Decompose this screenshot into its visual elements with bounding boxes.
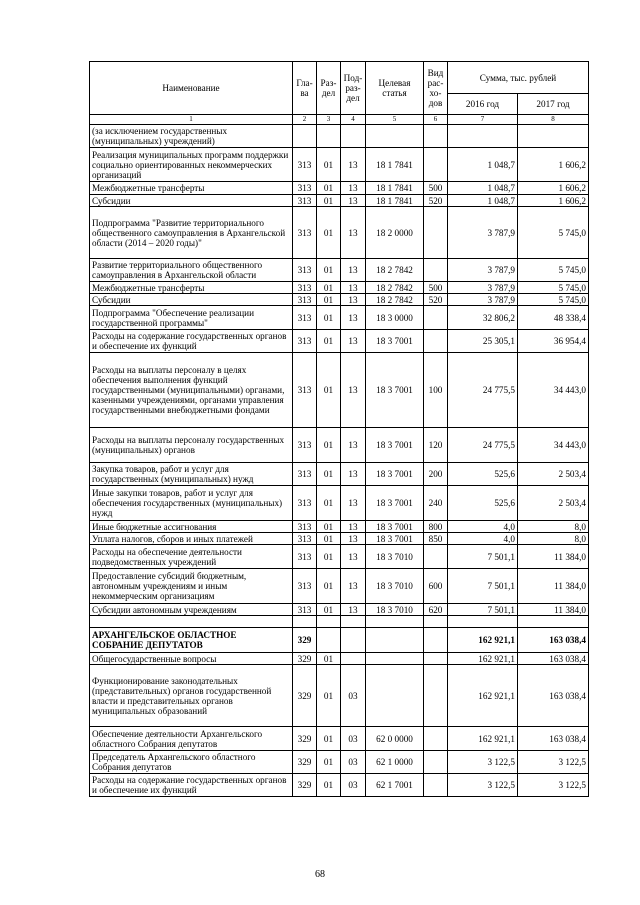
cell-podrazdel: 13 <box>341 428 366 463</box>
cell-podrazdel: 13 <box>341 463 366 486</box>
cell-statya: 18 1 7841 <box>366 182 424 195</box>
table-row <box>90 195 589 207</box>
cell-razdel: 01 <box>317 195 341 207</box>
cell-vid: 520 <box>424 195 448 207</box>
column-number: 7 <box>448 115 518 125</box>
cell-razdel: 01 <box>317 294 341 306</box>
cell-podrazdel: 13 <box>341 486 366 521</box>
cell-name: Межбюджетные трансферты <box>90 282 293 294</box>
table-row <box>90 533 589 545</box>
cell-sum-2016: 25 305,1 <box>448 330 518 353</box>
cell-vid <box>424 207 448 259</box>
cell-statya: 18 3 7010 <box>366 545 424 569</box>
cell-sum-2017 <box>518 616 589 628</box>
cell-sum-2017: 1 606,2 <box>518 182 589 195</box>
cell-vid <box>424 774 448 797</box>
cell-name: Обеспечение деятельности Архангельского областного Собрания депутатов <box>90 727 293 751</box>
cell-vid <box>424 616 448 628</box>
cell-name: Межбюджетные трансферты <box>90 182 293 195</box>
cell-sum-2017: 8,0 <box>518 521 589 533</box>
column-number: 5 <box>366 115 424 125</box>
cell-vid: 500 <box>424 282 448 294</box>
cell-sum-2016: 3 787,9 <box>448 259 518 282</box>
cell-vid: 800 <box>424 521 448 533</box>
cell-sum-2017: 3 122,5 <box>518 774 589 797</box>
cell-razdel: 01 <box>317 428 341 463</box>
table-row <box>90 665 589 727</box>
cell-vid <box>424 751 448 774</box>
cell-name: Председатель Архангельского областного Собрания депутатов <box>90 751 293 774</box>
cell-razdel: 01 <box>317 665 341 727</box>
cell-vid: 520 <box>424 294 448 306</box>
cell-glava: 313 <box>293 207 317 259</box>
cell-glava: 313 <box>293 182 317 195</box>
table-row <box>90 148 589 182</box>
cell-razdel <box>317 628 341 653</box>
cell-razdel: 01 <box>317 353 341 428</box>
cell-vid: 620 <box>424 604 448 616</box>
cell-glava: 313 <box>293 545 317 569</box>
cell-sum-2016: 162 921,1 <box>448 653 518 665</box>
cell-glava: 313 <box>293 282 317 294</box>
cell-razdel: 01 <box>317 330 341 353</box>
cell-glava: 313 <box>293 306 317 330</box>
cell-glava: 313 <box>293 463 317 486</box>
cell-glava: 313 <box>293 428 317 463</box>
table-row <box>90 182 589 195</box>
cell-name: Предоставление субсидий бюджетным, автономным учреждениям и иным некоммерческим организациям <box>90 569 293 604</box>
cell-sum-2017: 1 606,2 <box>518 148 589 182</box>
cell-vid <box>424 727 448 751</box>
table-row <box>90 774 589 797</box>
cell-razdel: 01 <box>317 182 341 195</box>
column-number: 6 <box>424 115 448 125</box>
cell-name: Иные закупки товаров, работ и услуг для обеспечения государственных (муниципальных) нужд <box>90 486 293 521</box>
cell-glava: 313 <box>293 294 317 306</box>
table-row <box>90 353 589 428</box>
cell-razdel: 01 <box>317 545 341 569</box>
table-row <box>90 125 589 148</box>
cell-podrazdel: 13 <box>341 569 366 604</box>
table-row <box>90 653 589 665</box>
cell-sum-2016: 1 048,7 <box>448 182 518 195</box>
cell-razdel: 01 <box>317 207 341 259</box>
cell-vid: 500 <box>424 182 448 195</box>
cell-sum-2016: 24 775,5 <box>448 353 518 428</box>
column-number: 4 <box>341 115 366 125</box>
cell-statya: 18 1 7841 <box>366 148 424 182</box>
cell-name: Функционирование законодательных (представительных) органов государственной власти и представительных органов муниципальных образований <box>90 665 293 727</box>
cell-glava: 329 <box>293 628 317 653</box>
cell-razdel: 01 <box>317 282 341 294</box>
cell-statya: 18 3 7010 <box>366 604 424 616</box>
cell-podrazdel: 13 <box>341 195 366 207</box>
cell-podrazdel: 13 <box>341 545 366 569</box>
cell-sum-2017: 163 038,4 <box>518 628 589 653</box>
cell-sum-2017: 36 954,4 <box>518 330 589 353</box>
header-razdel: Раз-дел <box>317 62 341 115</box>
cell-glava: 329 <box>293 774 317 797</box>
cell-sum-2017: 5 745,0 <box>518 294 589 306</box>
header-2016: 2016 год <box>448 94 518 115</box>
cell-statya: 62 1 0000 <box>366 751 424 774</box>
table-row <box>90 207 589 259</box>
cell-podrazdel: 13 <box>341 259 366 282</box>
table-row <box>90 569 589 604</box>
cell-sum-2016: 7 501,1 <box>448 569 518 604</box>
cell-vid: 240 <box>424 486 448 521</box>
header-vid: Вид рас-хо-дов <box>424 62 448 115</box>
cell-statya: 18 3 7010 <box>366 569 424 604</box>
cell-glava: 313 <box>293 604 317 616</box>
cell-vid: 600 <box>424 569 448 604</box>
cell-razdel: 01 <box>317 486 341 521</box>
cell-vid <box>424 125 448 148</box>
cell-statya: 18 3 7001 <box>366 353 424 428</box>
cell-razdel <box>317 125 341 148</box>
header-2017: 2017 год <box>518 94 589 115</box>
cell-name: Иные бюджетные ассигнования <box>90 521 293 533</box>
cell-glava <box>293 616 317 628</box>
cell-podrazdel: 13 <box>341 294 366 306</box>
cell-sum-2016 <box>448 125 518 148</box>
cell-name: (за исключением государственных (муниципальных) учреждений) <box>90 125 293 148</box>
cell-statya: 18 3 7001 <box>366 521 424 533</box>
cell-sum-2016: 1 048,7 <box>448 148 518 182</box>
header-glava: Гла-ва <box>293 62 317 115</box>
spacer-row <box>90 616 589 628</box>
cell-glava: 313 <box>293 330 317 353</box>
cell-sum-2017: 3 122,5 <box>518 751 589 774</box>
column-number: 2 <box>293 115 317 125</box>
cell-statya <box>366 665 424 727</box>
cell-podrazdel <box>341 125 366 148</box>
cell-sum-2017: 2 503,4 <box>518 463 589 486</box>
cell-vid <box>424 259 448 282</box>
cell-podrazdel <box>341 616 366 628</box>
cell-statya <box>366 125 424 148</box>
cell-razdel: 01 <box>317 306 341 330</box>
cell-sum-2016: 24 775,5 <box>448 428 518 463</box>
cell-sum-2016: 7 501,1 <box>448 545 518 569</box>
cell-sum-2017: 2 503,4 <box>518 486 589 521</box>
cell-glava: 329 <box>293 727 317 751</box>
header-name: Наименование <box>90 62 293 115</box>
cell-sum-2017: 5 745,0 <box>518 207 589 259</box>
budget-table <box>89 61 589 797</box>
cell-name: Общегосударственные вопросы <box>90 653 293 665</box>
table-row <box>90 751 589 774</box>
cell-statya: 62 1 7001 <box>366 774 424 797</box>
page-number: 68 <box>315 869 325 880</box>
cell-sum-2016: 3 122,5 <box>448 751 518 774</box>
cell-name: Расходы на содержание государственных органов и обеспечение их функций <box>90 330 293 353</box>
cell-razdel: 01 <box>317 533 341 545</box>
cell-podrazdel: 03 <box>341 727 366 751</box>
table-row <box>90 306 589 330</box>
cell-razdel: 01 <box>317 148 341 182</box>
cell-sum-2017: 34 443,0 <box>518 428 589 463</box>
column-number: 3 <box>317 115 341 125</box>
cell-razdel: 01 <box>317 463 341 486</box>
cell-name: Подпрограмма "Обеспечение реализации государственной программы" <box>90 306 293 330</box>
cell-razdel <box>317 616 341 628</box>
cell-name: Субсидии автономным учреждениям <box>90 604 293 616</box>
cell-name: Субсидии <box>90 195 293 207</box>
cell-vid: 100 <box>424 353 448 428</box>
cell-name: Расходы на обеспечение деятельности подведомственных учреждений <box>90 545 293 569</box>
cell-razdel: 01 <box>317 727 341 751</box>
column-number: 1 <box>90 115 293 125</box>
cell-statya <box>366 653 424 665</box>
cell-vid: 120 <box>424 428 448 463</box>
cell-podrazdel: 03 <box>341 774 366 797</box>
cell-sum-2016: 525,6 <box>448 463 518 486</box>
cell-sum-2016: 4,0 <box>448 521 518 533</box>
cell-podrazdel: 13 <box>341 353 366 428</box>
cell-sum-2017: 11 384,0 <box>518 569 589 604</box>
cell-sum-2017: 34 443,0 <box>518 353 589 428</box>
cell-statya: 18 1 7841 <box>366 195 424 207</box>
cell-name: Развитие территориального общественного самоуправления в Архангельской области <box>90 259 293 282</box>
cell-vid <box>424 628 448 653</box>
cell-sum-2017: 11 384,0 <box>518 604 589 616</box>
cell-sum-2016: 3 787,9 <box>448 282 518 294</box>
table-row <box>90 259 589 282</box>
cell-sum-2016: 162 921,1 <box>448 665 518 727</box>
cell-name: Субсидии <box>90 294 293 306</box>
cell-glava: 313 <box>293 195 317 207</box>
cell-vid: 200 <box>424 463 448 486</box>
cell-vid <box>424 545 448 569</box>
cell-statya: 18 3 0000 <box>366 306 424 330</box>
table-row <box>90 428 589 463</box>
cell-sum-2017: 48 338,4 <box>518 306 589 330</box>
cell-sum-2017: 5 745,0 <box>518 259 589 282</box>
cell-sum-2016: 3 787,9 <box>448 294 518 306</box>
cell-podrazdel <box>341 653 366 665</box>
cell-sum-2016: 32 806,2 <box>448 306 518 330</box>
cell-sum-2016: 7 501,1 <box>448 604 518 616</box>
cell-name: Подпрограмма "Развитие территориального общественного самоуправления в Архангельской области (2014 – 2020 годы)" <box>90 207 293 259</box>
column-number-row <box>90 115 589 125</box>
cell-podrazdel: 03 <box>341 751 366 774</box>
cell-glava: 313 <box>293 259 317 282</box>
cell-statya: 18 2 0000 <box>366 207 424 259</box>
cell-glava: 313 <box>293 148 317 182</box>
table-row <box>90 628 589 653</box>
cell-statya: 18 3 7001 <box>366 486 424 521</box>
cell-podrazdel: 13 <box>341 604 366 616</box>
cell-glava: 313 <box>293 533 317 545</box>
cell-statya: 18 2 7842 <box>366 282 424 294</box>
cell-sum-2017: 5 745,0 <box>518 282 589 294</box>
cell-name: Расходы на выплаты персоналу в целях обеспечения выполнения функций государственными (муниципальными) органами, казенными учреждениями, органами управления государственными внебюджетными фондами <box>90 353 293 428</box>
cell-sum-2016: 525,6 <box>448 486 518 521</box>
cell-sum-2017: 163 038,4 <box>518 727 589 751</box>
cell-statya: 62 0 0000 <box>366 727 424 751</box>
column-number: 8 <box>518 115 589 125</box>
cell-podrazdel: 13 <box>341 521 366 533</box>
cell-glava <box>293 125 317 148</box>
table-row <box>90 330 589 353</box>
table-row <box>90 294 589 306</box>
cell-razdel: 01 <box>317 653 341 665</box>
cell-sum-2017: 163 038,4 <box>518 665 589 727</box>
cell-name <box>90 616 293 628</box>
cell-sum-2016: 3 122,5 <box>448 774 518 797</box>
cell-statya: 18 2 7842 <box>366 259 424 282</box>
cell-name: Закупка товаров, работ и услуг для государственных (муниципальных) нужд <box>90 463 293 486</box>
cell-podrazdel: 13 <box>341 306 366 330</box>
cell-name: АРХАНГЕЛЬСКОЕ ОБЛАСТНОЕ СОБРАНИЕ ДЕПУТАТОВ <box>90 628 293 653</box>
cell-statya: 18 2 7842 <box>366 294 424 306</box>
cell-glava: 313 <box>293 486 317 521</box>
cell-sum-2016: 1 048,7 <box>448 195 518 207</box>
header-summa: Сумма, тыс. рублей <box>448 62 589 94</box>
table-row <box>90 727 589 751</box>
cell-glava: 313 <box>293 569 317 604</box>
cell-sum-2017 <box>518 125 589 148</box>
cell-statya: 18 3 7001 <box>366 428 424 463</box>
cell-razdel: 01 <box>317 751 341 774</box>
cell-sum-2016: 3 787,9 <box>448 207 518 259</box>
cell-sum-2016: 4,0 <box>448 533 518 545</box>
cell-vid <box>424 148 448 182</box>
cell-name: Уплата налогов, сборов и иных платежей <box>90 533 293 545</box>
cell-podrazdel: 13 <box>341 148 366 182</box>
cell-sum-2017: 11 384,0 <box>518 545 589 569</box>
cell-sum-2017: 163 038,4 <box>518 653 589 665</box>
table-row <box>90 521 589 533</box>
cell-podrazdel: 13 <box>341 282 366 294</box>
cell-sum-2017: 8,0 <box>518 533 589 545</box>
header-podrazdel: Под-раз-дел <box>341 62 366 115</box>
cell-statya: 18 3 7001 <box>366 533 424 545</box>
cell-podrazdel: 13 <box>341 533 366 545</box>
cell-glava: 313 <box>293 353 317 428</box>
table-row <box>90 545 589 569</box>
cell-sum-2016: 162 921,1 <box>448 628 518 653</box>
cell-name: Реализация муниципальных программ поддержки социально ориентированных некоммерческих организаций <box>90 148 293 182</box>
cell-name: Расходы на содержание государственных органов и обеспечение их функций <box>90 774 293 797</box>
cell-razdel: 01 <box>317 569 341 604</box>
table-row <box>90 463 589 486</box>
cell-sum-2017: 1 606,2 <box>518 195 589 207</box>
cell-vid <box>424 665 448 727</box>
cell-glava: 329 <box>293 665 317 727</box>
cell-vid <box>424 653 448 665</box>
cell-vid <box>424 306 448 330</box>
cell-statya: 18 3 7001 <box>366 330 424 353</box>
cell-razdel: 01 <box>317 521 341 533</box>
cell-glava: 313 <box>293 521 317 533</box>
cell-podrazdel: 13 <box>341 207 366 259</box>
table-row <box>90 604 589 616</box>
table-row <box>90 486 589 521</box>
cell-razdel: 01 <box>317 259 341 282</box>
cell-statya: 18 3 7001 <box>366 463 424 486</box>
cell-razdel: 01 <box>317 774 341 797</box>
cell-glava: 329 <box>293 751 317 774</box>
cell-razdel: 01 <box>317 604 341 616</box>
table-row <box>90 282 589 294</box>
cell-podrazdel <box>341 628 366 653</box>
cell-vid <box>424 330 448 353</box>
cell-glava: 329 <box>293 653 317 665</box>
header-statya: Целевая статья <box>366 62 424 115</box>
cell-podrazdel: 03 <box>341 665 366 727</box>
cell-statya <box>366 616 424 628</box>
cell-sum-2016: 162 921,1 <box>448 727 518 751</box>
cell-sum-2016 <box>448 616 518 628</box>
cell-statya <box>366 628 424 653</box>
cell-name: Расходы на выплаты персоналу государственных (муниципальных) органов <box>90 428 293 463</box>
cell-podrazdel: 13 <box>341 182 366 195</box>
cell-vid: 850 <box>424 533 448 545</box>
cell-podrazdel: 13 <box>341 330 366 353</box>
